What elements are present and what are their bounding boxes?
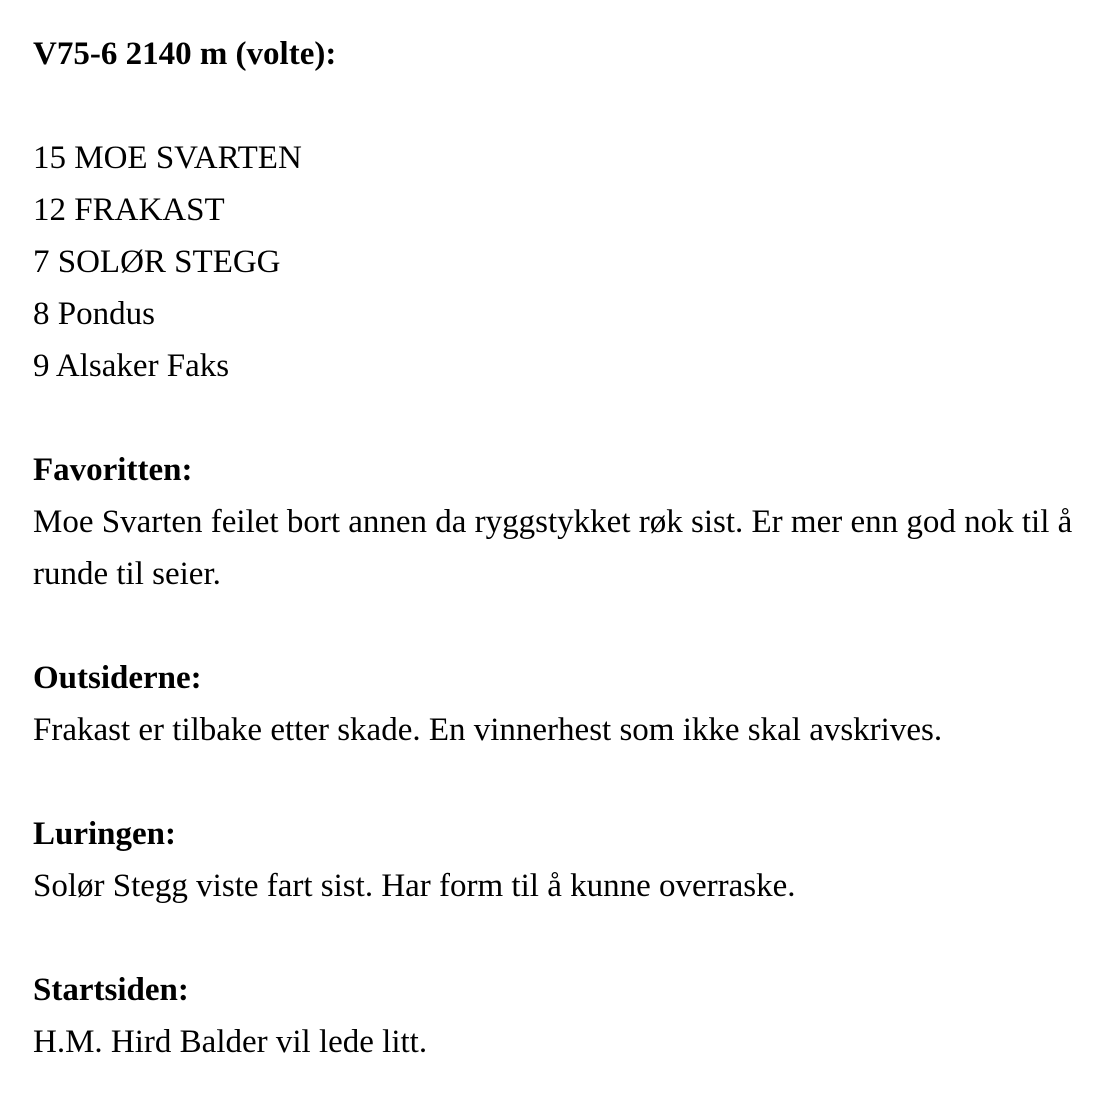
section-text: H.M. Hird Balder vil lede litt.: [33, 1024, 428, 1061]
section-text: Frakast er tilbake etter skade. En vinnerhest som ikke skal avskrives.: [33, 712, 943, 749]
section-startsiden: [33, 964, 1100, 1068]
spacer: [33, 80, 1100, 132]
pick-item: 15 MOE SVARTEN: [33, 140, 302, 177]
pick-item: 7 SOLØR STEGG: [33, 244, 281, 281]
spacer: [33, 600, 1100, 652]
pick-item: 8 Pondus: [33, 296, 155, 333]
section-luringen: [33, 808, 1100, 912]
section-heading: Favoritten:: [33, 452, 193, 489]
race-title: V75-6 2140 m (volte):: [33, 36, 337, 72]
section-heading: Luringen:: [33, 816, 177, 853]
pick-item: 12 FRAKAST: [33, 192, 225, 229]
spacer: [33, 392, 1100, 444]
section-heading: Startsiden:: [33, 972, 189, 1009]
section-text: Solør Stegg viste fart sist. Har form til å kunne overraske.: [33, 868, 796, 905]
spacer: [33, 756, 1100, 808]
picks-list: [33, 132, 1100, 392]
section-outsiderne: [33, 652, 1100, 756]
section-favoritten: [33, 444, 1100, 600]
section-text: Moe Svarten feilet bort annen da ryggstykket røk sist. Er mer enn god nok til å runde til seier.: [33, 504, 1073, 593]
section-heading: Outsiderne:: [33, 660, 202, 697]
spacer: [33, 912, 1100, 964]
pick-item: 9 Alsaker Faks: [33, 348, 230, 385]
